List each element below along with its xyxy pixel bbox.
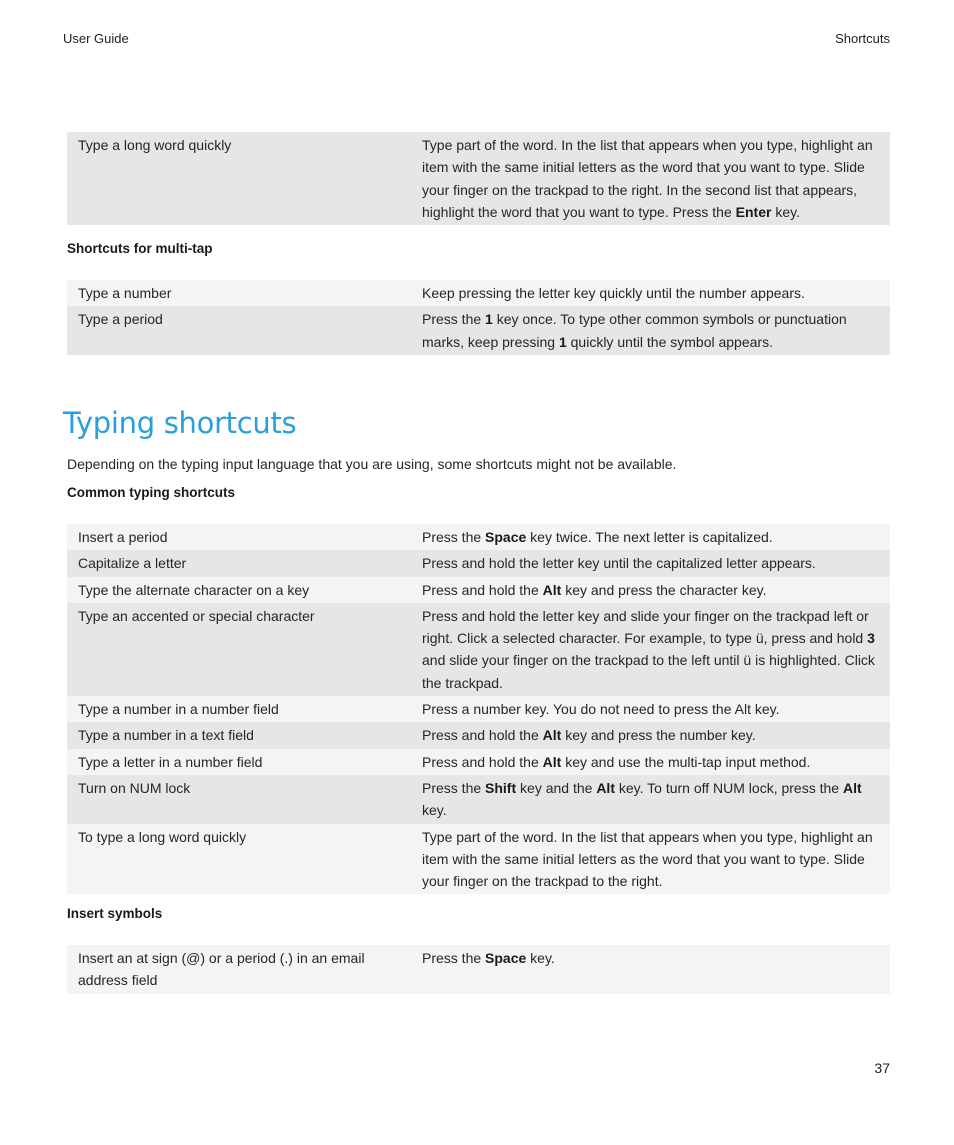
description-text: and slide your finger on the trackpad to the left until ü is highlighted. Click the trackpad. — [422, 652, 875, 691]
description-text: key and use the multi-tap input method. — [561, 753, 811, 770]
table-row — [67, 603, 890, 696]
key-name: Alt — [596, 779, 615, 796]
description-text: key once. To type other common symbols or punctuation marks, keep pressing — [422, 311, 847, 350]
description-text: key and the — [516, 779, 597, 796]
description-text: key and press the character key. — [561, 581, 767, 598]
shortcut-action: Turn on NUM lock — [67, 775, 422, 824]
shortcut-description — [422, 524, 890, 550]
key-name: Alt — [542, 581, 562, 598]
table-row — [67, 132, 890, 225]
shortcut-description — [422, 577, 890, 603]
key-name: 3 — [867, 630, 875, 647]
key-name: Space — [485, 950, 527, 966]
shortcut-description — [422, 280, 890, 306]
table-row — [67, 749, 890, 775]
table-common-shortcuts — [67, 524, 890, 894]
shortcut-action: Type a period — [67, 306, 422, 355]
key-name: Space — [485, 529, 527, 545]
shortcut-description — [422, 550, 890, 576]
description-text: Press the — [422, 311, 486, 328]
table-multitap — [67, 280, 890, 355]
description-text: key. To turn off NUM lock, press the — [614, 779, 843, 796]
subheading-multitap: Shortcuts for multi-tap — [67, 241, 213, 256]
description-text: Type part of the word. In the list that appears when you type, highlight an item with the same initial letters as the word that you want to type. Slide your finger on the trackpad to the right. In the second list that appears, highlight the word that you want to type. Press the — [422, 137, 873, 220]
running-header-section: Shortcuts — [835, 31, 890, 46]
description-text: key. — [526, 950, 555, 966]
description-text: key. — [422, 802, 447, 819]
shortcut-action: Insert a period — [67, 524, 422, 550]
intro-paragraph: Depending on the typing input language that you are using, some shortcuts might not be available. — [67, 456, 677, 472]
shortcut-action: Type a number in a text field — [67, 722, 422, 748]
table-row — [67, 775, 890, 824]
shortcut-description — [422, 749, 890, 775]
shortcut-description — [422, 132, 890, 225]
shortcut-description — [422, 603, 890, 696]
table-row — [67, 306, 890, 355]
key-name: Enter — [735, 203, 772, 220]
shortcut-description — [422, 306, 890, 355]
shortcut-description — [422, 945, 890, 994]
table-row — [67, 824, 890, 895]
description-text: Press and hold the — [422, 753, 543, 770]
shortcut-description — [422, 696, 890, 722]
description-text: Press the — [422, 950, 486, 966]
page-number: 37 — [874, 1060, 890, 1076]
shortcut-description — [422, 722, 890, 748]
shortcut-action: Type a number in a number field — [67, 696, 422, 722]
description-text: Type part of the word. In the list that appears when you type, highlight an item with the same initial letters as the word that you want to type. Slide your finger on the trackpad to the right. — [422, 828, 873, 890]
subheading-symbols: Insert symbols — [67, 906, 163, 921]
key-name: 1 — [485, 311, 493, 328]
description-text: Press a number key. You do not need to press the Alt key. — [422, 701, 780, 718]
table-row — [67, 696, 890, 722]
table-row — [67, 945, 890, 994]
table-row — [67, 280, 890, 306]
table-row — [67, 722, 890, 748]
table-row — [67, 524, 890, 550]
shortcut-action: Insert an at sign (@) or a period (.) in an email address field — [67, 945, 422, 994]
shortcut-action: Capitalize a letter — [67, 550, 422, 576]
table-insert-symbols — [67, 945, 890, 994]
page-title: Typing shortcuts — [63, 406, 297, 440]
description-text: Press and hold the letter key until the capitalized letter appears. — [422, 555, 816, 572]
description-text: quickly until the symbol appears. — [566, 333, 773, 350]
shortcut-action: Type a letter in a number field — [67, 749, 422, 775]
description-text: key. — [771, 203, 800, 220]
shortcut-description — [422, 775, 890, 824]
key-name: Shift — [485, 779, 517, 796]
description-text: key twice. The next letter is capitalized. — [526, 529, 773, 545]
key-name: Alt — [842, 779, 862, 796]
shortcut-action: Type an accented or special character — [67, 603, 422, 696]
table-row — [67, 577, 890, 603]
description-text: key and press the number key. — [561, 727, 756, 744]
description-text: Press and hold the — [422, 727, 543, 744]
shortcut-action: To type a long word quickly — [67, 824, 422, 895]
key-name: 1 — [558, 333, 567, 350]
description-text: Press and hold the letter key and slide your finger on the trackpad left or right. Click a selected character. For example, to type ü, press and hold — [422, 607, 869, 647]
description-text: Press the — [422, 529, 486, 545]
table-long-word — [67, 132, 890, 225]
description-text: Press the — [422, 779, 486, 796]
shortcut-action: Type the alternate character on a key — [67, 577, 422, 603]
subheading-common: Common typing shortcuts — [67, 485, 235, 500]
description-text: Keep pressing the letter key quickly until the number appears. — [422, 285, 805, 301]
shortcut-description — [422, 824, 890, 895]
key-name: Alt — [542, 727, 562, 744]
running-header-title: User Guide — [63, 31, 129, 46]
key-name: Alt — [542, 753, 562, 770]
description-text: Press and hold the — [422, 581, 543, 598]
shortcut-action: Type a long word quickly — [67, 132, 422, 225]
shortcut-action: Type a number — [67, 280, 422, 306]
table-row — [67, 550, 890, 576]
